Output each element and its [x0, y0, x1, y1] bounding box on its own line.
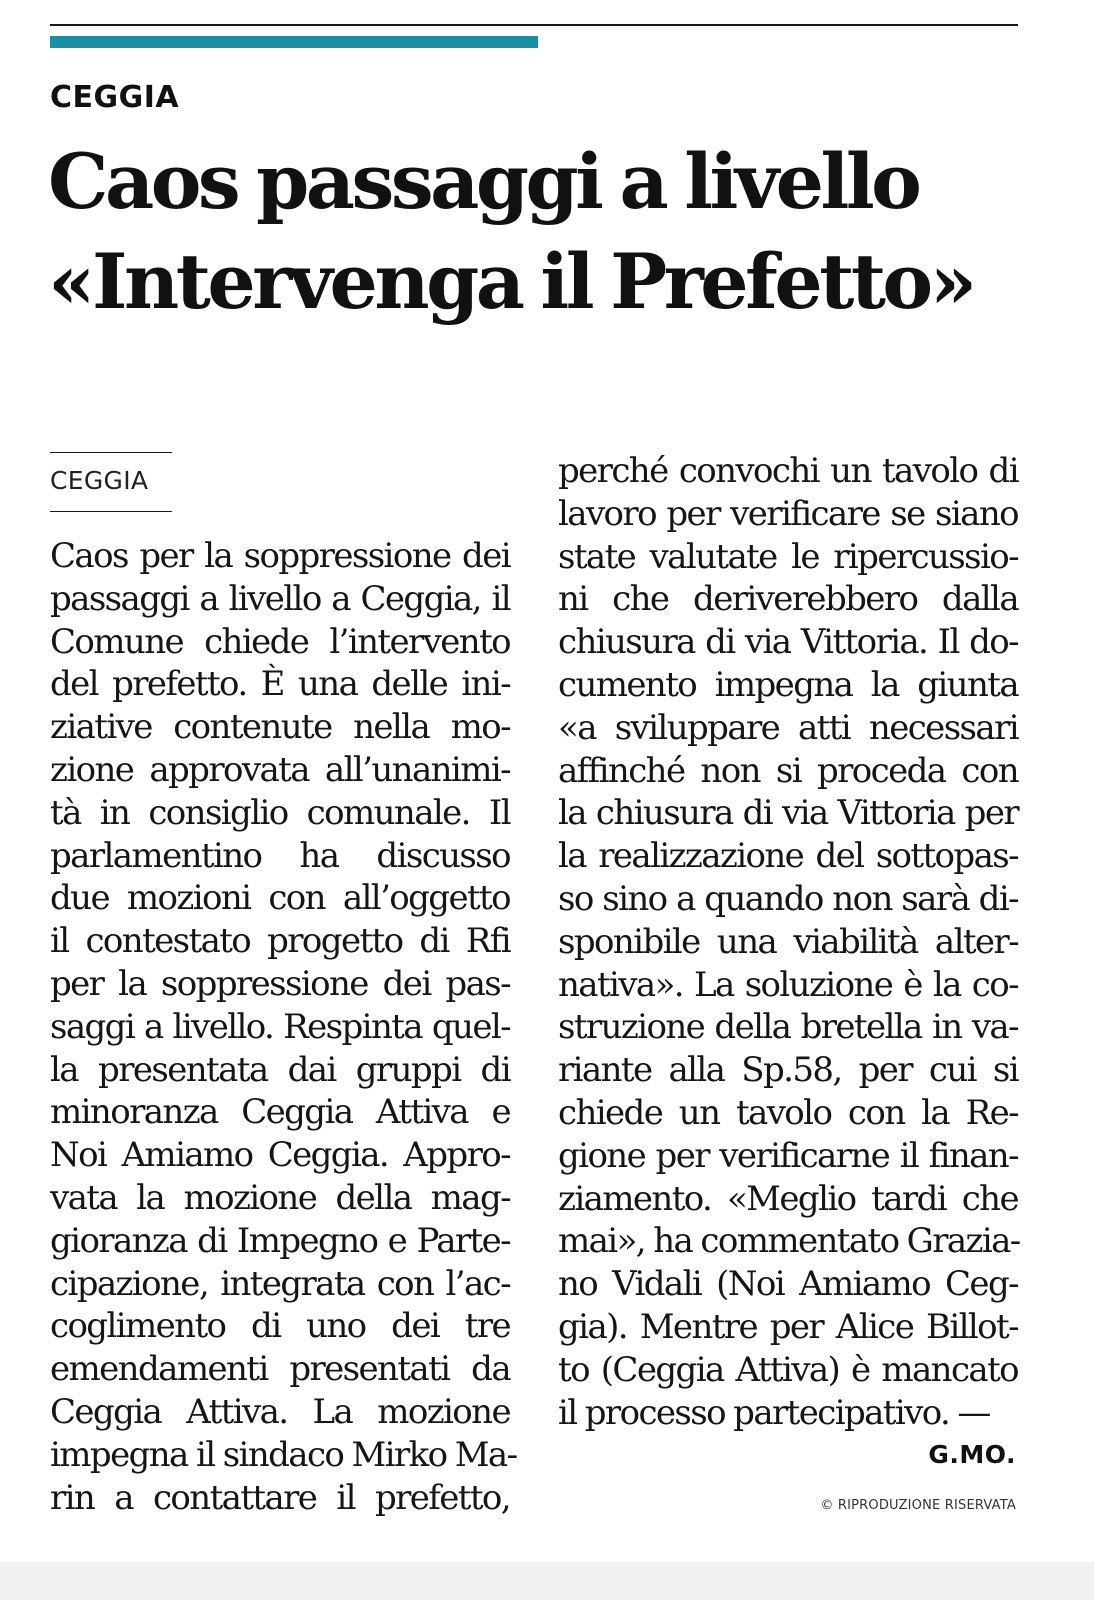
- text-line: Noi Amiamo Ceggia. Appro-: [50, 1135, 510, 1176]
- section-kicker: CEGGIA: [50, 80, 180, 115]
- text-line: passaggi a livello a Ceggia, il: [50, 578, 510, 619]
- text-line: coglimento di uno dei tre: [50, 1306, 510, 1347]
- text-line: no Vidali (Noi Amiamo Ceg-: [558, 1264, 1018, 1305]
- text-line: per la soppressione dei pas-: [50, 963, 510, 1004]
- text-line: perché convochi un tavolo di: [558, 451, 1018, 491]
- text-line: saggi a livello. Respinta quel-: [50, 1006, 510, 1047]
- text-line: so sino a quando non sarà di-: [558, 878, 1018, 919]
- text-line: rin a contattare il prefetto,: [50, 1477, 510, 1518]
- text-line: del prefetto. È una delle ini-: [50, 664, 510, 705]
- article-column-2: [558, 450, 1018, 1434]
- text-line: gia). Mentre per Alice Billot-: [558, 1306, 1018, 1347]
- text-line: cumento impegna la giunta: [558, 664, 1018, 705]
- text-line: struzione della bretella in va-: [558, 1007, 1018, 1048]
- text-line: parlamentino ha discusso: [50, 835, 510, 876]
- text-line: la presentata dai gruppi di: [50, 1049, 510, 1090]
- text-line: zione approvata all’unanimi-: [50, 749, 510, 790]
- text-line: state valutate le ripercussio-: [558, 536, 1018, 577]
- text-line: il processo partecipativo. —: [558, 1392, 990, 1433]
- text-line: lavoro per verificare se siano: [558, 493, 1018, 534]
- top-rule: [50, 24, 1018, 26]
- text-line: gione per verificarne il finan-: [558, 1135, 1018, 1176]
- copyright-notice: © RIPRODUZIONE RISERVATA: [820, 1498, 1016, 1513]
- text-line: chiede un tavolo con la Re-: [558, 1092, 1018, 1133]
- text-line: ziamento. «Meglio tardi che: [558, 1178, 1018, 1219]
- text-line: la chiusura di via Vittoria per: [558, 793, 1018, 834]
- text-line: Ceggia Attiva. La mozione: [50, 1391, 510, 1432]
- text-line: minoranza Ceggia Attiva e: [50, 1092, 510, 1133]
- text-line: mai», ha commentato Grazia-: [558, 1221, 1020, 1262]
- text-line: chiusura di via Vittoria. Il do-: [558, 622, 1018, 663]
- text-line: il contestato progetto di Rfi: [50, 921, 510, 962]
- text-line: riante alla Sp.58, per cui si: [558, 1050, 1018, 1091]
- text-line: ziative contenute nella mo-: [50, 707, 510, 748]
- text-line: gioranza di Impegno e Parte-: [50, 1220, 510, 1261]
- text-line: sponibile una viabilità alter-: [558, 921, 1018, 962]
- text-line: to (Ceggia Attiva) è mancato: [558, 1349, 1018, 1390]
- article-column-1: [50, 535, 517, 1519]
- headline-line-2: «Intervenga il Prefetto»: [48, 237, 974, 326]
- dateline: CEGGIA: [50, 466, 149, 495]
- text-line: affinché non si proceda con: [558, 750, 1018, 791]
- text-line: emendamenti presentati da: [50, 1349, 510, 1390]
- text-line: «a sviluppare atti necessari: [558, 707, 1018, 748]
- text-line: nativa». La soluzione è la co-: [558, 964, 1018, 1005]
- text-line: impegna il sindaco Mirko Ma-: [50, 1434, 517, 1475]
- text-line: tà in consiglio comunale. Il: [50, 792, 510, 833]
- headline-line-1: Caos passaggi a livello: [48, 137, 919, 226]
- text-line: la realizzazione del sottopas-: [558, 836, 1018, 877]
- accent-bar: [50, 36, 538, 48]
- text-line: Caos per la soppressione dei: [50, 536, 510, 576]
- bottom-strip: [0, 1562, 1094, 1600]
- text-line: due mozioni con all’oggetto: [50, 878, 510, 919]
- headline: [48, 132, 1048, 332]
- text-line: cipazione, integrata con l’ac-: [50, 1263, 510, 1304]
- dateline-box: [50, 452, 172, 512]
- text-line: Comune chiede l’intervento: [50, 621, 510, 662]
- text-line: vata la mozione della mag-: [50, 1177, 510, 1218]
- text-line: ni che deriverebbero dalla: [558, 579, 1018, 620]
- author-signature: G.MO.: [928, 1440, 1016, 1469]
